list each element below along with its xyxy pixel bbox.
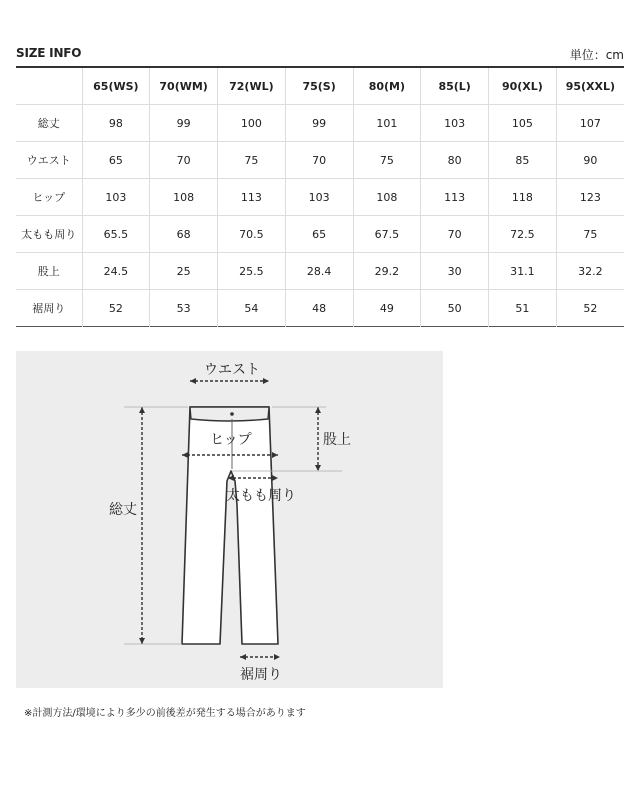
column-header: 65(WS) [82,67,150,105]
table-cell: 75 [556,216,624,253]
table-cell: 99 [285,105,353,142]
column-header: 75(S) [285,67,353,105]
measurement-diagram [16,351,443,688]
table-cell: 32.2 [556,253,624,290]
table-cell: 70.5 [218,216,286,253]
table-cell: 50 [421,290,489,327]
table-row [16,290,624,327]
table-cell: 52 [556,290,624,327]
table-cell: 105 [489,105,557,142]
table-corner [16,67,82,105]
table-cell: 90 [556,142,624,179]
table-cell: 72.5 [489,216,557,253]
table-cell: 103 [421,105,489,142]
table-cell: 25 [150,253,218,290]
waistband [190,407,269,421]
button-icon [230,412,234,416]
hem-label: 裾周り [240,667,282,683]
row-label: 股上 [16,253,82,290]
table-cell: 108 [353,179,421,216]
table-cell: 123 [556,179,624,216]
table-cell: 98 [82,105,150,142]
table-cell: 49 [353,290,421,327]
table-cell: 70 [150,142,218,179]
row-label: 太もも周り [16,216,82,253]
row-label: 裾周り [32,302,66,315]
table-cell: 118 [489,179,557,216]
table-cell: 75 [218,142,286,179]
waist-label: ウエスト [204,362,260,378]
size-info-header [16,46,624,64]
table-cell: 103 [82,179,150,216]
table-cell: 24.5 [82,253,150,290]
table-header-row [16,67,624,105]
column-header: 80(M) [353,67,421,105]
table-row [16,179,624,216]
table-cell: 108 [150,179,218,216]
table-cell: 67.5 [353,216,421,253]
table-cell: 103 [285,179,353,216]
table-cell: 29.2 [353,253,421,290]
table-cell: 68 [150,216,218,253]
table-cell: 31.1 [489,253,557,290]
table-cell: 65.5 [82,216,150,253]
table-cell: 52 [82,290,150,327]
table-cell: 53 [150,290,218,327]
unit-label: 単位：cm [569,48,624,62]
table-row [16,142,624,179]
thigh-label: 太もも周り [226,488,296,504]
table-cell: 101 [353,105,421,142]
table-cell: 48 [285,290,353,327]
table-cell: 107 [556,105,624,142]
table-cell: 65 [82,142,150,179]
table-cell: 70 [421,216,489,253]
row-label: 総丈 [16,105,82,142]
column-header: 70(WM) [150,67,218,105]
table-cell: 75 [353,142,421,179]
table-cell: 99 [150,105,218,142]
column-header: 95(XXL) [556,67,624,105]
table-cell: 100 [218,105,286,142]
table-row [16,253,624,290]
table-cell: 85 [489,142,557,179]
table-cell: 54 [218,290,286,327]
column-header: 85(L) [421,67,489,105]
size-table [16,66,624,327]
hip-label: ヒップ [210,432,252,448]
table-cell: 113 [218,179,286,216]
table-cell: 70 [285,142,353,179]
row-label: ウエスト [16,142,82,179]
table-row [16,216,624,253]
row-label: ヒップ [16,179,82,216]
table-cell: 65 [285,216,353,253]
table-cell: 25.5 [218,253,286,290]
table-cell: 51 [489,290,557,327]
table-cell: 113 [421,179,489,216]
table-cell: 80 [421,142,489,179]
measurement-note: ※計測方法/環境により多少の前後差が発生する場合があります [24,708,306,719]
rise-label: 股上 [323,432,351,448]
table-cell: 28.4 [285,253,353,290]
pants-illustration [16,351,443,688]
column-header: 72(WL) [218,67,286,105]
section-title: SIZE INFO [16,46,82,60]
length-label: 総丈 [109,502,137,518]
table-cell: 30 [421,253,489,290]
column-header: 90(XL) [489,67,557,105]
table-row [16,105,624,142]
